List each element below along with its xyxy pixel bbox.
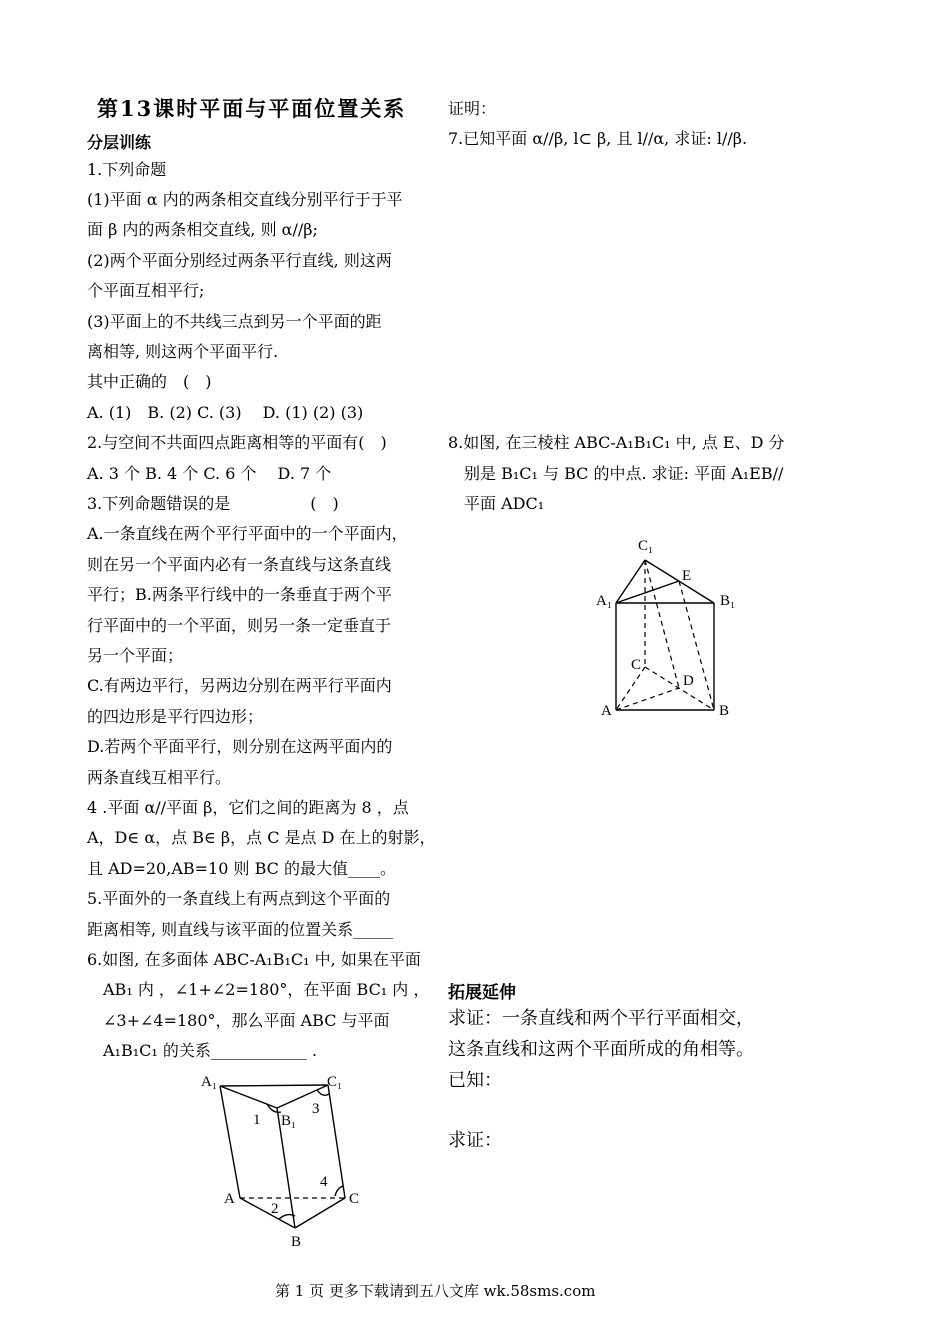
label-a1: A₁ [201,1074,218,1090]
extension-line: 这条直线和这两个平面所成的角相等。 [448,1039,754,1060]
text-line: 两条直线互相平行。 [87,768,232,787]
proof-label: 证明： [448,99,497,118]
text-line: A.一条直线在两个平行平面中的一个平面内， [87,524,408,543]
edge-a1c1 [220,1085,328,1086]
edge-a1e [616,581,679,603]
edge-a1a [220,1086,240,1198]
text-line: 则在另一个平面内必有一条直线与这条直线 [87,555,392,574]
edge-cb [645,667,714,710]
extension-label: 拓展延伸 [448,983,516,1003]
text-line: 离相等, 则这两个平面平行. [87,342,279,361]
text-line: 的四边形是平行四边形； [87,707,264,726]
text-line: 6.如图, 在多面体 ABC-A₁B₁C₁ 中, 如果在平面 [87,950,421,969]
extension-line: 求证：一条直线和两个平行平面相交， [448,1008,754,1029]
label-angle-3: 3 [312,1101,320,1117]
text-line: 距离相等, 则直线与该平面的位置关系_____ [87,920,394,939]
edge-ab [240,1198,295,1228]
label-c1: C₁ [638,538,654,554]
angle-4-arc [335,1186,343,1196]
text-line: 且 AD=20,AB=10 则 BC 的最大值____。 [87,859,396,878]
label-b1: B₁ [720,593,736,609]
edge-bc [295,1198,345,1228]
text-line: C.有两边平行，另两边分别在两平行平面内 [87,676,392,695]
text-line: D.若两个平面平行，则分别在这两平面内的 [87,737,393,756]
extension-known: 已知： [448,1070,502,1091]
label-a: A [224,1191,235,1207]
text-line: 5.平面外的一条直线上有两点到这个平面的 [87,889,391,908]
angle-3-arc [317,1090,329,1095]
text-line: 4 .平面 α//平面 β，它们之间的距离为 8 ，点 [87,798,409,817]
question-8-line: 别是 B₁C₁ 与 BC 的中点. 求证: 平面 A₁EB// [448,464,784,483]
page-title: 第13课时平面与平面位置关系 [97,96,407,121]
text-line: AB₁ 内 ，∠1+∠2=180°，在平面 BC₁ 内 ， [87,980,430,999]
text-line: A，D∈ α，点 B∈ β，点 C 是点 D 在上的射影， [87,828,436,847]
text-line: A. (1) B. (2) C. (3) D. (1) (2) (3) [87,403,364,422]
text-line: 个平面互相平行; [87,281,205,300]
text-line: 其中正确的 ( ) [87,372,212,391]
label-a: A [601,703,612,719]
label-b: B [719,703,730,719]
edge-a1b1 [220,1086,277,1108]
label-d: D [683,673,694,689]
label-c: C [349,1191,360,1207]
text-line: A. 3 个 B. 4 个 C. 6 个 D. 7 个 [87,464,332,483]
label-angle-4: 4 [320,1174,328,1190]
question-8-line: 8.如图, 在三棱柱 ABC-A₁B₁C₁ 中, 点 E、D 分 [448,433,785,452]
edge-ad [616,688,679,710]
text-line: 面 β 内的两条相交直线, 则 α//β; [87,220,318,239]
text-line: 行平面中的一个平面，则另一条一定垂直于 [87,616,392,635]
label-e: E [682,568,692,584]
page-footer: 第 1 页 更多下载请到五八文库 wk.58sms.com [275,1282,596,1300]
angle-2-arc [279,1215,295,1219]
text-line: (1)平面 α 内的两条相交直线分别平行于于平 [87,190,403,209]
text-line: 1.下列命题 [87,160,167,179]
extension-prove: 求证： [448,1130,502,1151]
question-7: 7.已知平面 α//β, l⊂ β, 且 l//α, 求证: l//β. [448,129,748,148]
label-a1: A₁ [596,593,613,609]
prism-figure-8 [590,530,750,725]
label-c1: C₁ [327,1074,343,1090]
text-line: ∠3+∠4=180°，那么平面 ABC 与平面 [87,1011,390,1030]
text-line: 3.下列命题错误的是 ( ) [87,494,339,513]
text-line: (2)两个平面分别经过两条平行直线, 则这两 [87,251,392,270]
text-line: (3)平面上的不共线三点到另一个平面的距 [87,312,382,331]
edge-ca [616,667,645,710]
question-8-line: 平面 ADC₁ [448,494,545,513]
text-line: 另一个平面； [87,646,184,665]
label-b: B [291,1234,302,1248]
edge-c1c [328,1085,345,1198]
section-label: 分层训练 [87,133,152,152]
text-line: 2.与空间不共面四点距离相等的平面有( ) [87,433,387,452]
label-c: C [631,657,642,673]
edge-a1c1 [616,560,645,603]
label-angle-2: 2 [271,1201,279,1217]
text-line: 平行；B.两条平行线中的一条垂直于两个平 [87,585,392,604]
polyhedron-figure-6 [195,1068,375,1248]
label-angle-1: 1 [253,1112,261,1128]
label-b1: B₁ [281,1113,297,1129]
edge-b1c1 [277,1085,328,1108]
text-line: A₁B₁C₁ 的关系____________ . [87,1041,318,1060]
edge-c1d [645,560,679,688]
